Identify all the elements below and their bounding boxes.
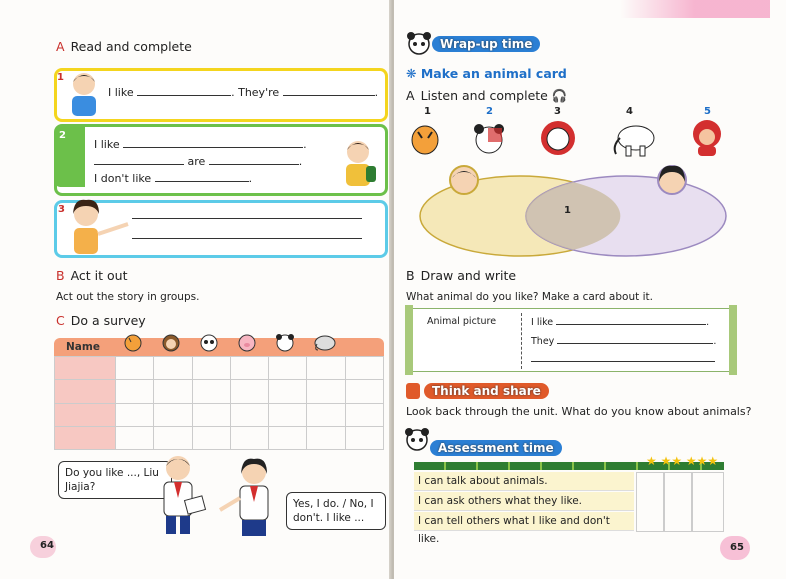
assessment-table — [414, 454, 724, 545]
boy-with-bag-avatar — [338, 136, 380, 190]
survey-cell[interactable] — [307, 426, 345, 449]
girl-pointing-avatar — [62, 196, 132, 258]
panda-mascot-icon — [406, 30, 432, 56]
tiger-icon — [408, 118, 442, 158]
box2-sentences: I like . are . I don't like . — [94, 138, 307, 185]
panda-mascot-icon — [404, 426, 430, 452]
survey-cell[interactable] — [55, 357, 116, 380]
instruction-text: What animal do you like? Make a card about it. — [406, 291, 653, 303]
survey-cell[interactable] — [345, 426, 383, 449]
page-number: 65 — [730, 542, 744, 553]
survey-cell[interactable] — [345, 403, 383, 426]
survey-cell[interactable] — [345, 357, 383, 380]
section-a-heading — [56, 39, 192, 54]
survey-grid — [54, 356, 384, 450]
section-b-heading: B Act it out — [56, 268, 128, 283]
survey-cell[interactable] — [192, 380, 230, 403]
think-share-banner: Think and share — [424, 383, 549, 399]
survey-cell[interactable] — [116, 426, 154, 449]
animal-card — [408, 308, 734, 372]
boy-with-paper-figure — [150, 452, 210, 536]
answer-line[interactable] — [531, 361, 715, 362]
answer-blank[interactable] — [209, 164, 299, 165]
speech-bubble-left: Do you like ..., Liu Jiajia? — [58, 461, 172, 499]
box1-sentence: I like . They're . — [108, 86, 379, 99]
section-c-heading: C Do a survey — [56, 313, 146, 328]
page-number: 64 — [40, 540, 54, 551]
girl-figure — [214, 456, 284, 540]
answer-line[interactable] — [132, 218, 362, 219]
survey-cell[interactable] — [307, 403, 345, 426]
survey-cell[interactable] — [307, 380, 345, 403]
panda-icon — [470, 118, 508, 158]
right-page — [394, 0, 786, 579]
tiger-icon — [122, 332, 144, 352]
elephant-icon — [312, 332, 338, 352]
headphones-icon: 🎧 — [551, 88, 568, 103]
box-number: 3 — [58, 204, 65, 215]
survey-cell[interactable] — [307, 357, 345, 380]
survey-cell[interactable] — [154, 380, 192, 403]
survey-cell[interactable] — [154, 357, 192, 380]
answer-blank[interactable] — [557, 343, 713, 344]
rating-cell-1star[interactable] — [636, 472, 664, 532]
survey-cell[interactable] — [55, 426, 116, 449]
pig-icon — [236, 332, 258, 352]
instruction-text: Act out the story in groups. — [56, 291, 200, 303]
venn-center-number: 1 — [564, 205, 571, 216]
survey-cell[interactable] — [192, 357, 230, 380]
think-share-text: Look back through the unit. What do you know about animals? — [406, 405, 752, 418]
survey-table — [54, 338, 384, 450]
survey-cell[interactable] — [230, 357, 268, 380]
survey-cell[interactable] — [116, 380, 154, 403]
survey-icons — [118, 332, 378, 356]
right-section-a-heading: A Listen and complete 🎧 — [406, 88, 568, 103]
lion-icon — [538, 118, 578, 158]
assessment-row: I can ask others what they like. — [414, 492, 634, 511]
card-like-line: I like . — [531, 317, 710, 328]
box-number: 1 — [57, 72, 64, 83]
survey-cell[interactable] — [55, 403, 116, 426]
answer-blank[interactable] — [137, 95, 231, 96]
rating-cell-2star[interactable] — [664, 472, 692, 532]
star-icons: ★ ★★ ★★★ — [646, 454, 719, 468]
survey-cell[interactable] — [116, 357, 154, 380]
survey-cell[interactable] — [230, 426, 268, 449]
answer-blank[interactable] — [123, 147, 303, 148]
survey-cell[interactable] — [154, 426, 192, 449]
boy-head-icon — [450, 166, 478, 194]
survey-cell[interactable] — [345, 380, 383, 403]
wrapup-banner: Wrap-up time — [432, 36, 540, 52]
card-title: ❋ Make an animal card — [406, 66, 567, 81]
card-bamboo-left — [405, 305, 413, 375]
panda-icon — [198, 332, 220, 352]
survey-cell[interactable] — [154, 403, 192, 426]
survey-cell[interactable] — [116, 403, 154, 426]
survey-cell[interactable] — [55, 380, 116, 403]
left-page — [0, 0, 392, 579]
boy-avatar — [64, 68, 104, 118]
think-icon — [406, 383, 420, 399]
section-title: Read and complete — [70, 39, 192, 54]
right-section-b-heading: B Draw and write — [406, 268, 517, 283]
panda-face-icon — [274, 332, 296, 352]
card-they-line: They . — [531, 336, 717, 347]
survey-cell[interactable] — [192, 403, 230, 426]
survey-cell[interactable] — [230, 380, 268, 403]
animal-row: 1 2 3 4 5 — [394, 104, 786, 162]
card-bamboo-right — [729, 305, 737, 375]
answer-blank[interactable] — [155, 181, 249, 182]
survey-cell[interactable] — [269, 403, 307, 426]
venn-diagram — [412, 160, 742, 260]
survey-cell[interactable] — [230, 403, 268, 426]
survey-cell[interactable] — [269, 426, 307, 449]
rating-cell-3star[interactable] — [692, 472, 724, 532]
monkey-icon — [688, 116, 726, 158]
column-header-name: Name — [66, 341, 100, 353]
answer-line[interactable] — [132, 238, 362, 239]
decorative-flower-band — [620, 0, 770, 18]
survey-cell[interactable] — [269, 357, 307, 380]
survey-cell[interactable] — [269, 380, 307, 403]
answer-blank[interactable] — [556, 324, 706, 325]
assessment-row: I can talk about animals. — [414, 472, 634, 491]
box-number: 2 — [59, 130, 66, 141]
monkey-icon — [160, 332, 182, 352]
paw-icon: ❋ — [406, 66, 417, 81]
picture-label: Animal picture — [427, 316, 497, 327]
card-divider — [521, 313, 522, 369]
assessment-row: I can tell others what I like and don't like. — [414, 512, 634, 531]
assessment-banner: Assessment time — [430, 440, 562, 456]
answer-blank[interactable] — [283, 95, 375, 96]
speech-bubble-right: Yes, I do. / No, I don't. I like ... — [286, 492, 386, 530]
survey-cell[interactable] — [192, 426, 230, 449]
section-letter: A — [56, 39, 65, 54]
elephant-icon — [608, 120, 658, 158]
answer-blank[interactable] — [94, 164, 184, 165]
